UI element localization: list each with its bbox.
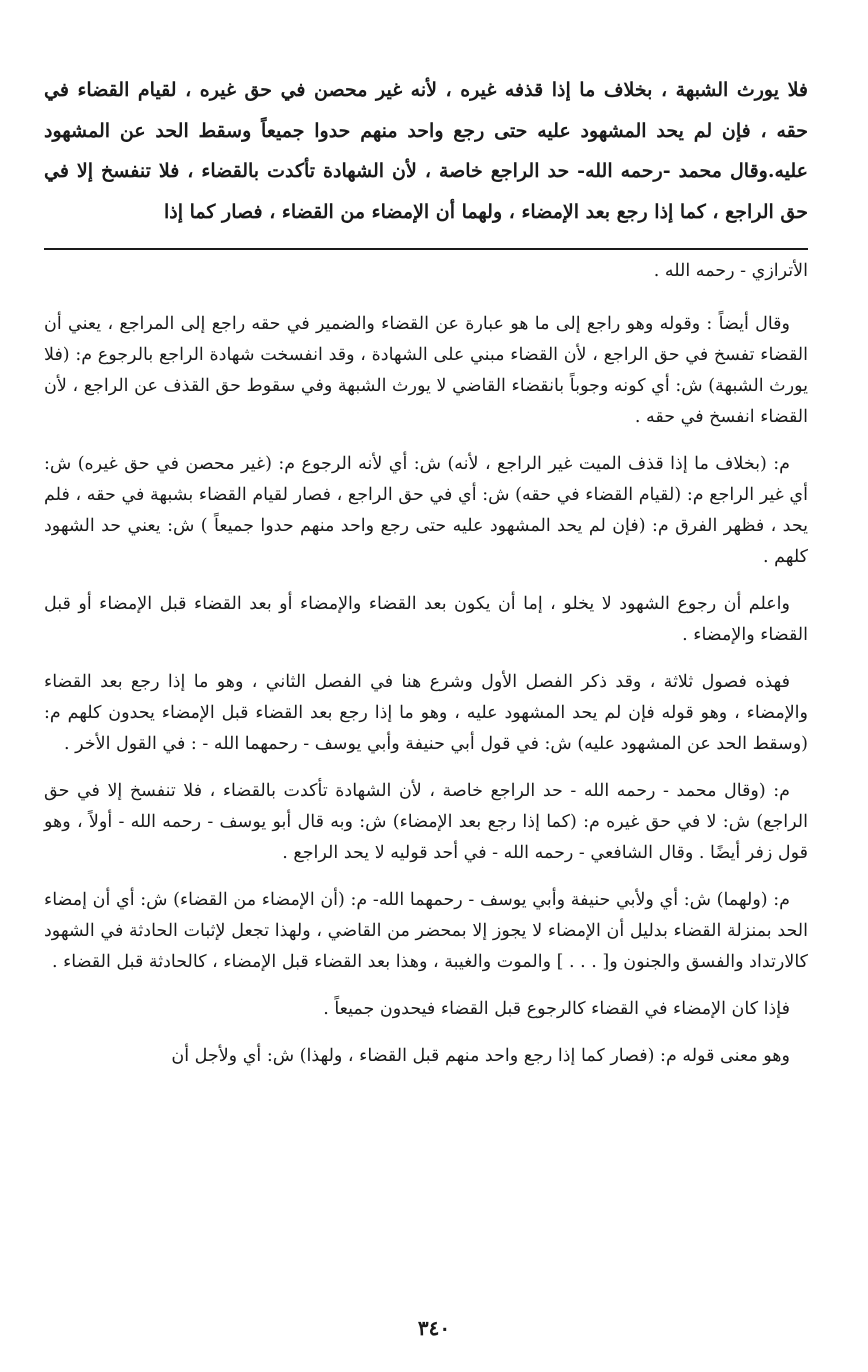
page-number: ٣٤٠ [417, 1316, 451, 1340]
commentary-paragraph-8: فإذا كان الإمضاء في القضاء كالرجوع قبل القضاء فيحدون جميعاً . [323, 999, 790, 1019]
commentary-paragraph-9: وهو معنى قوله م: (فصار كما إذا رجع واحد منهم قبل القضاء ، ولهذا) ش: أي ولأجل أن [171, 1046, 790, 1066]
commentary-paragraph-7: م: (ولهما) ش: أي ولأبي حنيفة وأبي يوسف - رحمهما الله- م: (أن الإمضاء من القضاء) ش: أي أن إمضاء الحد بمنزلة القضاء بدليل أن الإمضاء لا يجوز إلا بمحضر من القاضي ، ولهذا تجعل لإثبات الحادثة في الشهود كالارتداد والفسق والجنون و[ . . . ] والموت والغيبة ، وهذا بعد القضاء قبل الإمضاء ، كالحادثة قبل القضاء . [44, 890, 808, 972]
commentary-paragraph-3: م: (بخلاف ما إذا قذف الميت غير الراجع ، لأنه) ش: أي لأنه الرجوع م: (غير محصن في حق غيره) ش: أي غير الراجع م: (لقيام القضاء في حقه) ش: أي في حق الراجع ، فصار لقيام القضاء بشبهة في حقه ، فلم يحد ، فظهر الفرق م: (فإن لم يحد المشهود عليه حتى رجع واحد منهم حدوا جميعاً ) ش: يعني حد الشهود كلهم . [44, 454, 808, 567]
section-divider [44, 248, 808, 250]
commentary-paragraph-1: الأترازي - رحمه الله . [653, 261, 808, 281]
commentary-block [44, 256, 808, 1088]
commentary-paragraph-4: واعلم أن رجوع الشهود لا يخلو ، إما أن يكون بعد القضاء والإمضاء أو بعد القضاء قبل الإمضاء أو قبل القضاء والإمضاء . [44, 594, 808, 645]
commentary-paragraph-5: فهذه فصول ثلاثة ، وقد ذكر الفصل الأول وشرع هنا في الفصل الثاني ، وهو ما إذا رجع بعد القضاء والإمضاء ، وهو قوله فإن لم يحد المشهود عليه ، وهو ما إذا رجع بعد القضاء قبل الإمضاء يحدون كلهم م: (وسقط الحد عن المشهود عليه) ش: في قول أبي حنيفة وأبي يوسف - رحمهما الله - : في القول الأخر . [44, 672, 809, 754]
commentary-paragraph-6: م: (وقال محمد - رحمه الله - حد الراجع خاصة ، لأن الشهادة تأكدت بالقضاء ، فلا تنفسخ إلا في حق الراجع) ش: لا في حق غيره م: (كما إذا رجع بعد الإمضاء) ش: وبه قال أبو يوسف - رحمه الله - أولاً ، وهو قول زفر أيضًا . وقال الشافعي - رحمه الله - في أحد قوليه لا يحد الراجع . [44, 781, 808, 863]
commentary-paragraph-2: وقال أيضاً : وقوله وهو راجع إلى ما هو عبارة عن القضاء والضمير في حقه راجع إلى المراجع ، يعني أن القضاء تفسخ في حق الراجع ، لأن القضاء مبني على الشهادة ، وقد انفسخت شهادة الراجع بالرجوع م: (فلا يورث الشبهة) ش: أي كونه وجوباً بانقضاء القاضي لا يورث الشبهة وفي سقوط حق القذف عن الراجع ، لأن القضاء انفسخ في حقه . [44, 314, 808, 427]
main-text-paragraph: فلا يورث الشبهة ، بخلاف ما إذا قذفه غيره ، لأنه غير محصن في حق غيره ، لقيام القضاء في حقه ، فإن لم يحد المشهود عليه حتى رجع واحد منهم حدوا جميعاً وسقط الحد عن المشهود عليه.وقال محمد -رحمه الله- حد الراجع خاصة ، لأن الشهادة تأكدت بالقضاء ، فلا تنفسخ إلا في حق الراجع ، كما إذا رجع بعد الإمضاء ، ولهما أن الإمضاء من القضاء ، فصار كما إذا [44, 79, 808, 223]
main-text-block [44, 70, 808, 232]
